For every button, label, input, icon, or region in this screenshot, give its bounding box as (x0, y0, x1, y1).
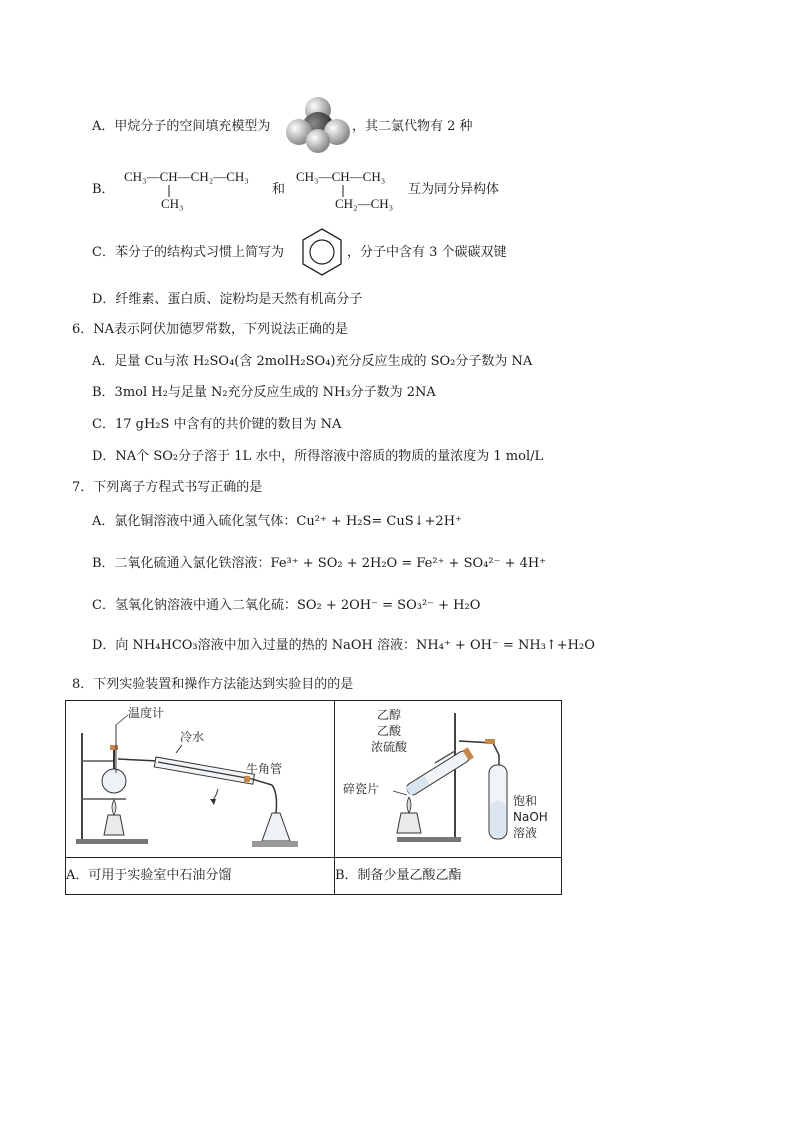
q7-option-a: A．氯化铜溶液中通入硫化氢气体：Cu²⁺ + H₂S= CuS↓+2H⁺ (92, 514, 462, 529)
q7-stem: 7．下列离子方程式书写正确的是 (72, 480, 263, 495)
label-cold-water: 冷水 (180, 730, 205, 744)
q7-option-b: B．二氧化硫通入氯化铁溶液：Fe³⁺ + SO₂ + 2H₂O = Fe²⁺ + SO₄²⁻ + 4H⁺ (92, 556, 547, 571)
q8-apparatus-table (65, 700, 562, 895)
label-solution: 溶液 (513, 826, 538, 840)
label-naoh: NaOH (513, 810, 548, 824)
q5-b-formula-2-branch: CH₂—CH₃ (335, 196, 394, 211)
q5-option-c-prefix: C．苯分子的结构式习惯上简写为 (92, 245, 284, 260)
q5-b-and: 和 (272, 182, 286, 197)
q5-b-formula-1-main: CH₃—CH—CH₂—CH₃ (124, 169, 249, 184)
label-thermometer: 温度计 (128, 706, 165, 720)
q5-b-formula-2-main: CH₃—CH—CH₃ (296, 169, 386, 184)
q5-option-c-suffix: ，分子中含有 3 个碳碳双键 (347, 245, 507, 260)
q8-cell-b-figure (335, 701, 562, 858)
distillation-apparatus-figure (66, 701, 334, 857)
label-ethanol: 乙醇 (377, 708, 402, 722)
q5-option-a-prefix: A．甲烷分子的空间填充模型为 (92, 119, 271, 134)
q5-option-b-suffix: 互为同分异构体 (408, 182, 500, 197)
q8-cell-a-figure (66, 701, 335, 858)
q8-caption-b: B．制备少量乙酸乙酯 (335, 858, 562, 895)
q6-option-c: C．17 gH₂S 中含有的共价键的数目为 NA (92, 417, 342, 432)
q6-stem: 6．NA表示阿伏加德罗常数，下列说法正确的是 (72, 322, 349, 337)
q6-option-b: B．3mol H₂与足量 N₂充分反应生成的 NH₃分子数为 2NA (92, 385, 436, 400)
q8-caption-a: A．可用于实验室中石油分馏 (66, 858, 335, 895)
label-porcelain-chips: 碎瓷片 (343, 782, 380, 796)
label-saturated: 饱和 (513, 794, 538, 808)
ester-preparation-apparatus-figure (335, 701, 561, 857)
methane-space-filling-model-icon (286, 96, 350, 154)
q7-option-c: C．氢氧化钠溶液中通入二氧化硫：SO₂ + 2OH⁻ = SO₃²⁻ + H₂O (92, 598, 481, 613)
q5-option-a-suffix: ，其二氯代物有 2 种 (352, 119, 473, 134)
benzene-ring-icon (299, 226, 345, 278)
q6-option-a: A．足量 Cu与浓 H₂SO₄(含 2molH₂SO₄)充分反应生成的 SO₂分子数为 NA (92, 354, 533, 369)
q7-option-d: D．向 NH₄HCO₃溶液中加入过量的热的 NaOH 溶液：NH₄⁺ + OH⁻ = NH₃↑+H₂O (92, 638, 595, 653)
q5-option-b-label: B． (92, 182, 115, 197)
q5-b-formula-1-branch: CH₃ (161, 196, 184, 211)
q8-stem: 8．下列实验装置和操作方法能达到实验目的的是 (72, 677, 354, 692)
label-adapter: 牛角管 (246, 762, 283, 776)
q6-option-d: D．NA个 SO₂分子溶于 1L 水中，所得溶液中溶质的物质的量浓度为 1 mol/L (92, 449, 544, 464)
label-sulfuric-acid: 浓硫酸 (371, 740, 408, 754)
label-acetic-acid: 乙酸 (377, 724, 402, 738)
q5-option-d: D．纤维素、蛋白质、淀粉均是天然有机高分子 (92, 292, 363, 307)
